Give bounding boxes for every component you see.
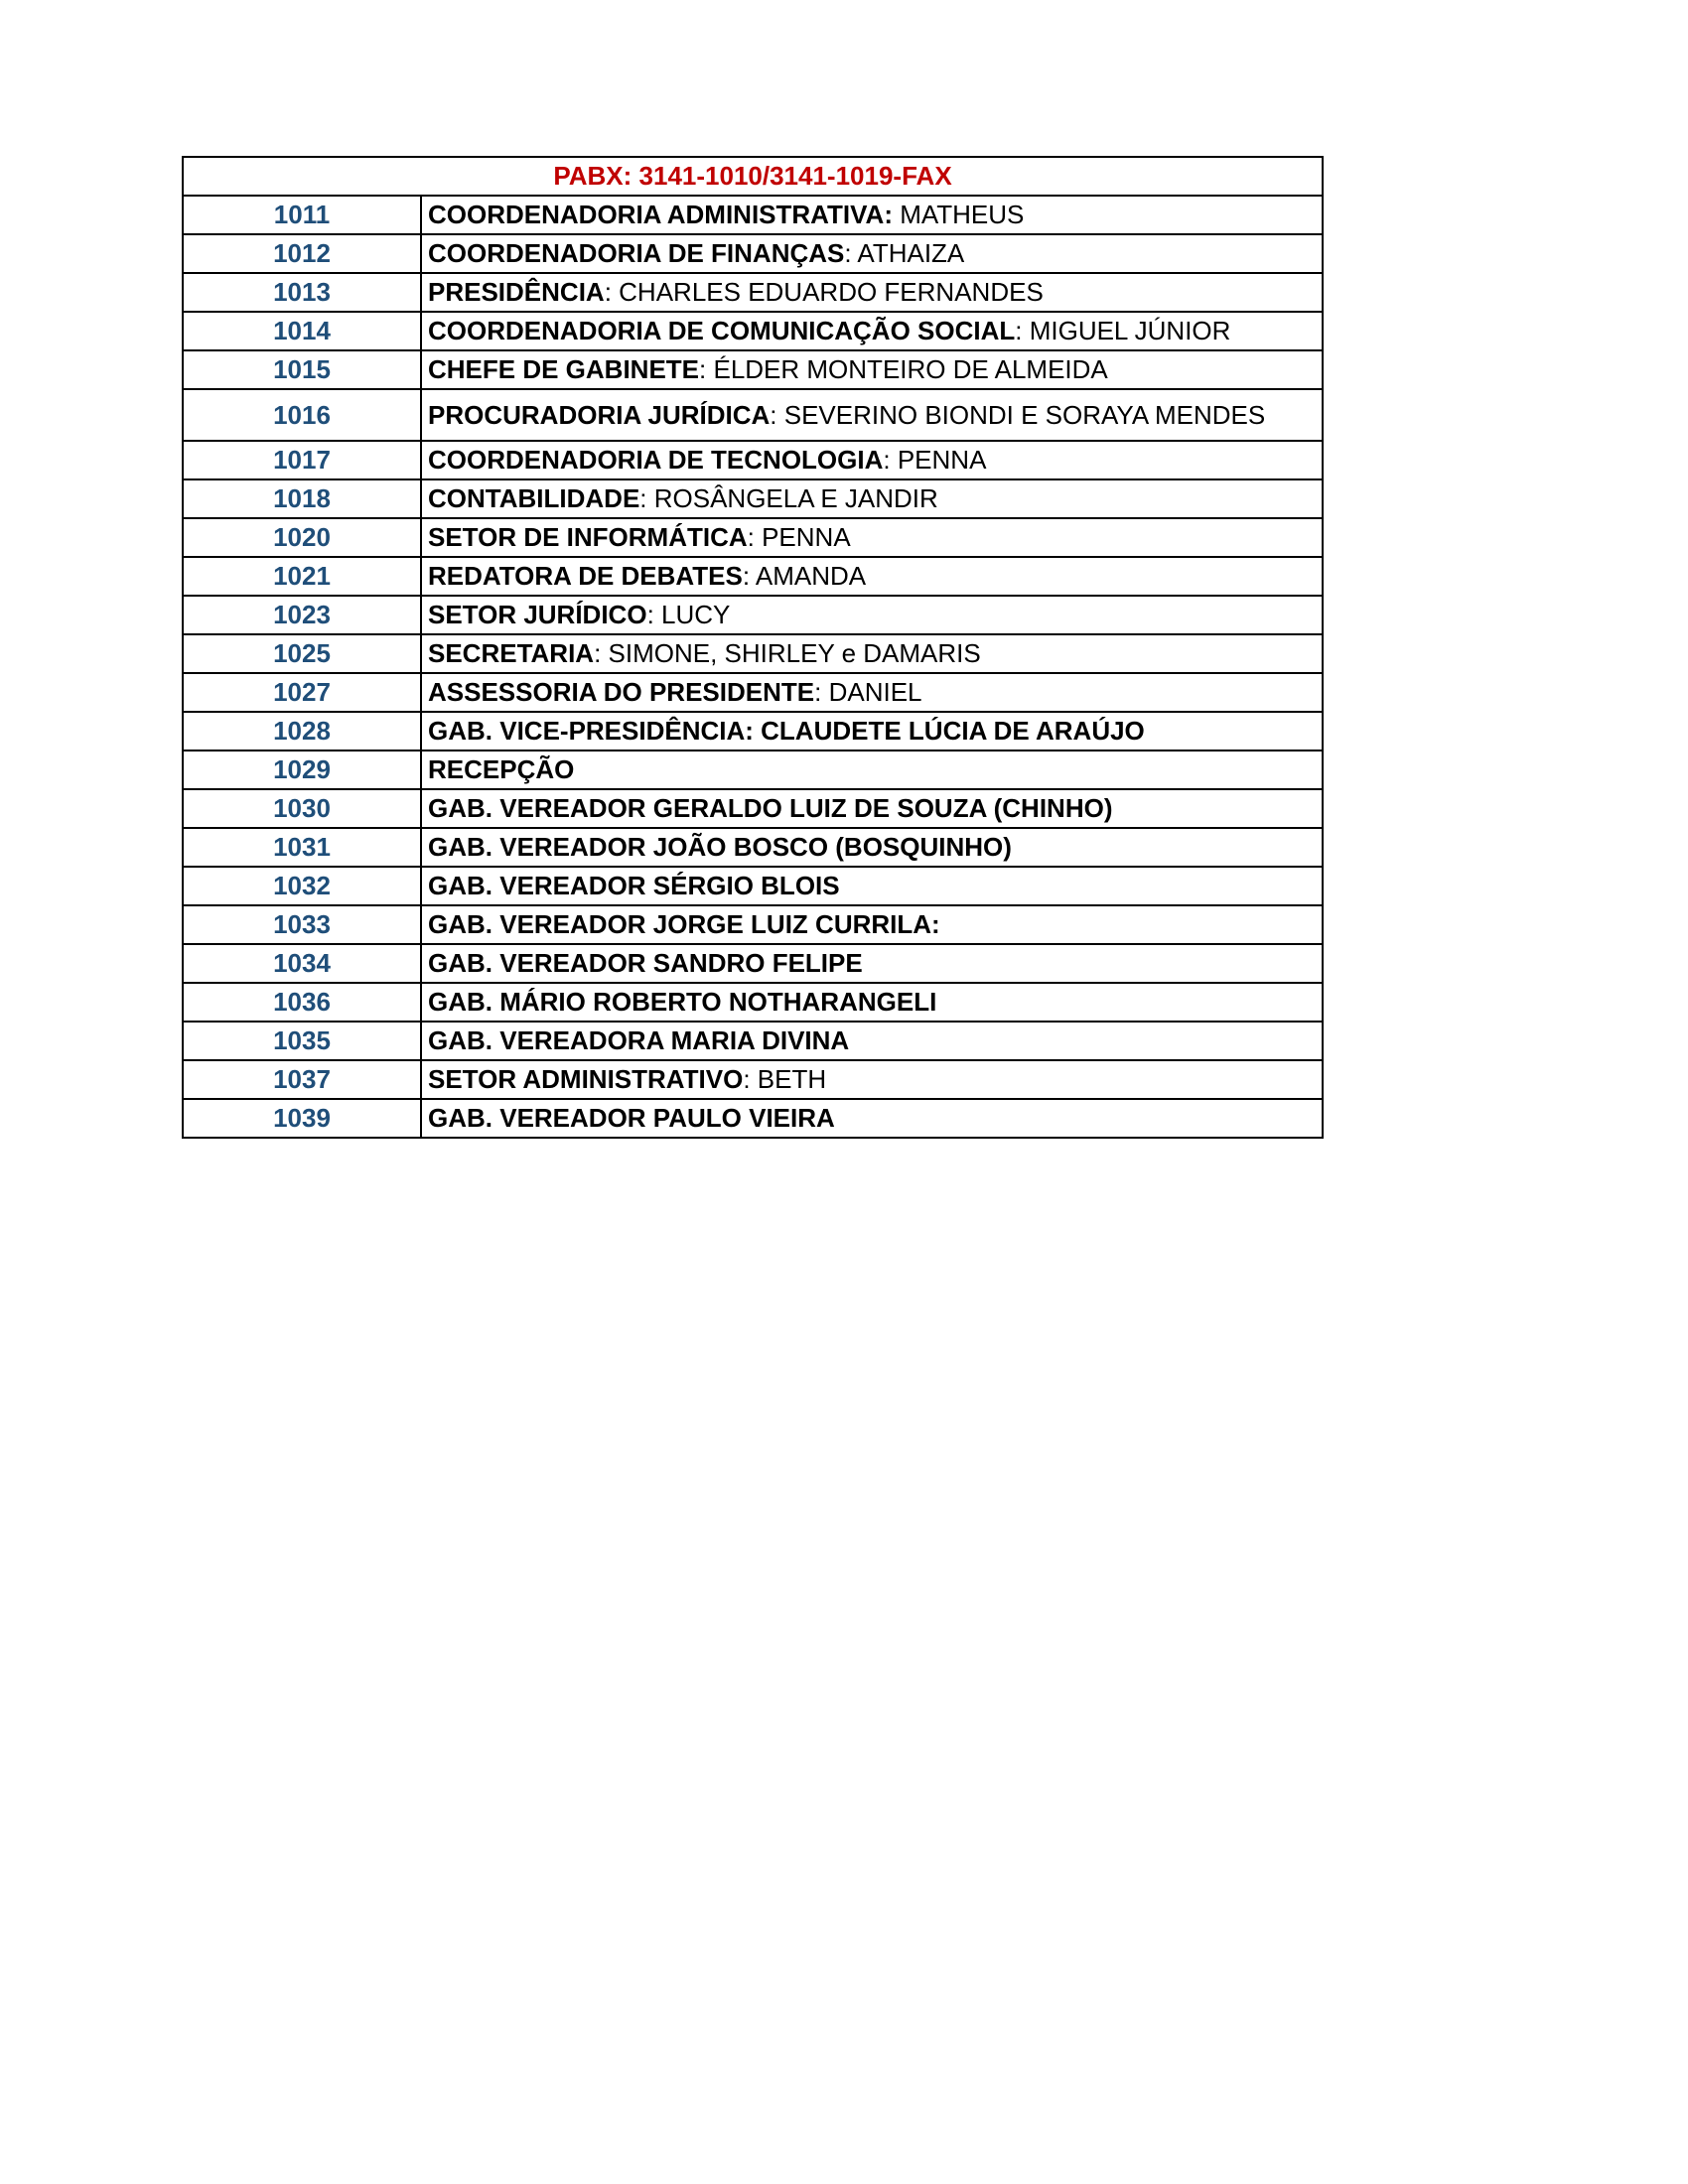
extension-description <box>421 905 1323 944</box>
table-row <box>183 751 1323 789</box>
table-row <box>183 196 1323 234</box>
department-name: GAB. VEREADOR PAULO VIEIRA <box>428 1103 835 1133</box>
extension-table-body <box>183 157 1323 1138</box>
contact-name: : AMANDA <box>742 561 867 591</box>
table-row <box>183 828 1323 867</box>
pabx-header: PABX: 3141-1010/3141-1019-FAX <box>183 157 1323 196</box>
table-row <box>183 634 1323 673</box>
extension-description <box>421 389 1323 441</box>
contact-name: : ÉLDER MONTEIRO DE ALMEIDA <box>699 354 1108 384</box>
table-row <box>183 789 1323 828</box>
table-row <box>183 673 1323 712</box>
department-name: PRESIDÊNCIA <box>428 277 605 307</box>
extension-number: 1021 <box>183 557 421 596</box>
extension-number: 1035 <box>183 1022 421 1060</box>
table-row <box>183 905 1323 944</box>
table-row <box>183 1099 1323 1138</box>
extension-number: 1016 <box>183 389 421 441</box>
table-row <box>183 1060 1323 1099</box>
contact-name: : PENNA <box>747 522 851 552</box>
extension-number: 1013 <box>183 273 421 312</box>
extension-description <box>421 479 1323 518</box>
table-row <box>183 596 1323 634</box>
table-row <box>183 273 1323 312</box>
table-row <box>183 983 1323 1022</box>
extension-description <box>421 441 1323 479</box>
extension-description <box>421 867 1323 905</box>
department-name: GAB. VEREADOR JORGE LUIZ CURRILA: <box>428 909 940 939</box>
extension-description <box>421 234 1323 273</box>
table-row <box>183 350 1323 389</box>
extension-description <box>421 1060 1323 1099</box>
contact-name: : ROSÂNGELA E JANDIR <box>639 483 938 513</box>
contact-name: : SEVERINO BIONDI E SORAYA MENDES <box>770 400 1266 430</box>
table-row <box>183 867 1323 905</box>
extension-table <box>182 156 1324 1139</box>
contact-name: : DANIEL <box>814 677 922 707</box>
extension-number: 1039 <box>183 1099 421 1138</box>
extension-number: 1023 <box>183 596 421 634</box>
table-row <box>183 312 1323 350</box>
extension-number: 1018 <box>183 479 421 518</box>
extension-description <box>421 596 1323 634</box>
table-row <box>183 234 1323 273</box>
extension-number: 1012 <box>183 234 421 273</box>
table-row <box>183 518 1323 557</box>
extension-number: 1028 <box>183 712 421 751</box>
extension-description <box>421 312 1323 350</box>
extension-description <box>421 557 1323 596</box>
table-row <box>183 441 1323 479</box>
extension-description <box>421 828 1323 867</box>
department-name: SECRETARIA <box>428 638 595 668</box>
extension-number: 1029 <box>183 751 421 789</box>
department-name: CONTABILIDADE <box>428 483 640 513</box>
table-row <box>183 557 1323 596</box>
contact-name: : LUCY <box>646 600 731 629</box>
contact-name: : SIMONE, SHIRLEY e DAMARIS <box>594 638 981 668</box>
extension-description <box>421 944 1323 983</box>
extension-description <box>421 1099 1323 1138</box>
extension-number: 1030 <box>183 789 421 828</box>
contact-name: MATHEUS <box>892 200 1025 229</box>
extension-number: 1017 <box>183 441 421 479</box>
contact-name: : ATHAIZA <box>844 238 965 268</box>
department-name: ASSESSORIA DO PRESIDENTE <box>428 677 815 707</box>
extension-description <box>421 634 1323 673</box>
department-name: GAB. VEREADOR SÉRGIO BLOIS <box>428 871 840 900</box>
table-row <box>183 479 1323 518</box>
extension-number: 1014 <box>183 312 421 350</box>
table-row <box>183 389 1323 441</box>
header-row <box>183 157 1323 196</box>
extension-description <box>421 273 1323 312</box>
extension-number: 1011 <box>183 196 421 234</box>
department-name: SETOR ADMINISTRATIVO <box>428 1064 744 1094</box>
extension-description <box>421 983 1323 1022</box>
department-name: COORDENADORIA DE FINANÇAS <box>428 238 845 268</box>
extension-number: 1033 <box>183 905 421 944</box>
department-name: RECEPÇÃO <box>428 754 575 784</box>
table-row <box>183 712 1323 751</box>
extension-number: 1037 <box>183 1060 421 1099</box>
department-name: COORDENADORIA DE COMUNICAÇÃO SOCIAL <box>428 316 1016 345</box>
department-name: GAB. VICE-PRESIDÊNCIA: CLAUDETE LÚCIA DE ARAÚJO <box>428 716 1145 746</box>
extension-number: 1015 <box>183 350 421 389</box>
extension-number: 1036 <box>183 983 421 1022</box>
contact-name: : PENNA <box>883 445 987 475</box>
extension-description <box>421 789 1323 828</box>
extension-description <box>421 673 1323 712</box>
department-name: COORDENADORIA DE TECNOLOGIA <box>428 445 884 475</box>
department-name: GAB. VEREADORA MARIA DIVINA <box>428 1025 850 1055</box>
extension-number: 1025 <box>183 634 421 673</box>
department-name: CHEFE DE GABINETE <box>428 354 700 384</box>
extension-number: 1034 <box>183 944 421 983</box>
extension-description <box>421 712 1323 751</box>
department-name: SETOR DE INFORMÁTICA <box>428 522 748 552</box>
extension-description <box>421 196 1323 234</box>
department-name: REDATORA DE DEBATES <box>428 561 743 591</box>
extension-number: 1027 <box>183 673 421 712</box>
extension-description <box>421 1022 1323 1060</box>
contact-name: : MIGUEL JÚNIOR <box>1015 316 1231 345</box>
extension-description <box>421 751 1323 789</box>
extension-description <box>421 518 1323 557</box>
department-name: COORDENADORIA ADMINISTRATIVA: <box>428 200 893 229</box>
department-name: GAB. VEREADOR SANDRO FELIPE <box>428 948 863 978</box>
department-name: GAB. VEREADOR GERALDO LUIZ DE SOUZA (CHINHO) <box>428 793 1113 823</box>
department-name: SETOR JURÍDICO <box>428 600 647 629</box>
department-name: GAB. VEREADOR JOÃO BOSCO (BOSQUINHO) <box>428 832 1012 862</box>
table-row <box>183 944 1323 983</box>
contact-name: : BETH <box>743 1064 827 1094</box>
extension-number: 1032 <box>183 867 421 905</box>
department-name: PROCURADORIA JURÍDICA <box>428 400 771 430</box>
extension-description <box>421 350 1323 389</box>
extension-number: 1031 <box>183 828 421 867</box>
department-name: GAB. MÁRIO ROBERTO NOTHARANGELI <box>428 987 937 1017</box>
contact-name: : CHARLES EDUARDO FERNANDES <box>604 277 1044 307</box>
table-row <box>183 1022 1323 1060</box>
extension-number: 1020 <box>183 518 421 557</box>
